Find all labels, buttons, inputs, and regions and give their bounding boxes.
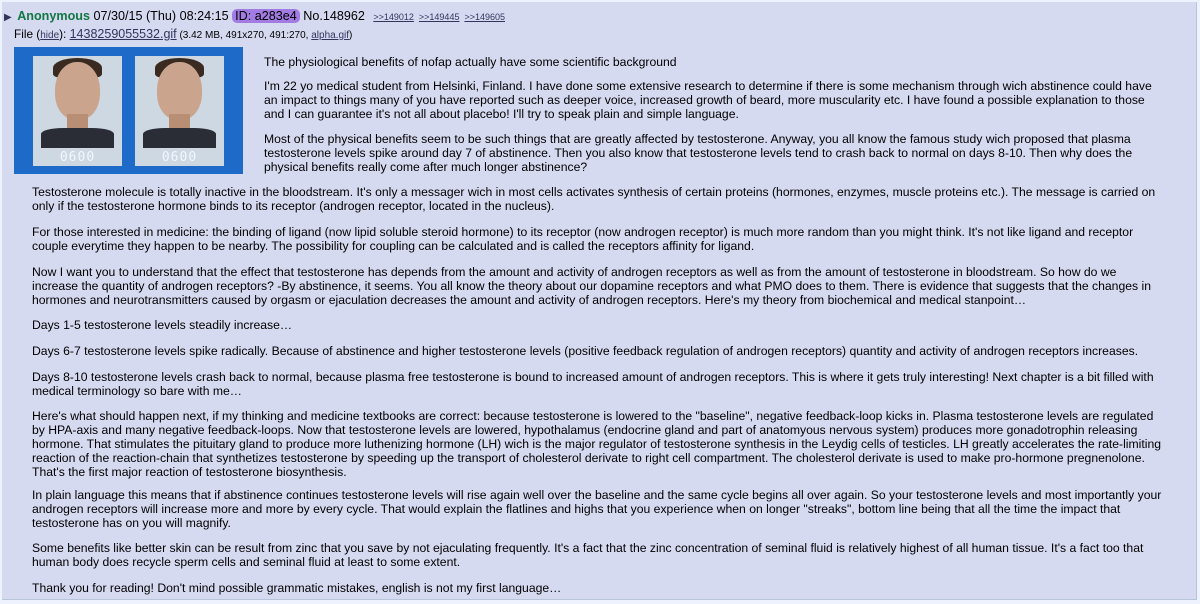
post-paragraph: Testosterone molecule is totally inactive in the bloodstream. It's only a messager wich in most cells activates synthesis of certain proteins (hormones, enzymes, muscle proteins etc.). The message is carried on only if the testosterone hormone binds to its receptor (androgen receptor, located in the nucleus).	[32, 185, 1156, 213]
post-menu-arrow-icon[interactable]: ▶	[4, 12, 12, 23]
poster-id-badge[interactable]: ID: a283e4	[232, 9, 300, 23]
hide-file-link[interactable]: hide	[40, 30, 60, 41]
post-paragraph: Days 8-10 testosterone levels crash back to normal, because plasma free testosterone is bound to increased amount of androgen receptors. This is where it gets truly interesting! Next chapter is a bit filled with medical terminology so bare with me…	[32, 370, 1154, 398]
poster-name: Anonymous	[17, 9, 90, 23]
post-paragraph: For those interested in medicine: the binding of ligand (now lipid soluble steroid hormone) to its receptor (now androgen receptor) is much more random than you might think. It's not like ligand and receptor couple everytime they happen to be nearby. The possibility for coupling can be calculated and is called the receptors affinity for ligand.	[32, 225, 1134, 253]
frame-label: 0600	[59, 150, 96, 165]
post-datetime: 07/30/15 (Thu) 08:24:15	[93, 9, 229, 23]
post-paragraph: Here's what should happen next, if my thinking and medicine textbooks are correct: because testosterone is lowered to the "baseline", negative feedback-loop kicks in. Plasma testosterone levels are regulated by HPA-axis and many negative feedback-loops. Now that testosterone levels are lowered, hypothalamus (endocrine gland and part of anatomyous nervous system) produces more gonadotrophin releasing hormone. That stimulates the pituitary gland to produce more luthenizing hormone (LH) wich is the major regulator of testosterone synthesis in the Leydig cells of testicles. LH greatly accelerates the rate-limiting reaction of the reaction-chain that synthetizes testosterone by speeding up the transport of cholesterol derivate to right cell compartment. The cholesterol derivate is used to make pro-hormone pregnenolone. That's the first major reaction of testosterone biosynthesis.	[32, 409, 1162, 479]
file-meta: (3.42 MB, 491x270, 491:270,	[176, 30, 312, 41]
post-paragraph: Now I want you to understand that the effect that testosterone has depends from the amount and activity of androgen receptors as well as from the amount of testosterone in bloodstream. So how do we increase the quantity of androgen receptors? -By abstinence, it seems. You all know the theory about our dopamine receptors and what PMO does to them. There is evidence that suggests that the changes in hormones and neurotransmitters caused by orgasm or ejaculation decreases the amount and activity of androgen receptors. Here's my theory from biochemical and medical stanpoint…	[32, 265, 1151, 307]
shirt-shape	[41, 128, 114, 148]
face-frame-right	[135, 56, 224, 166]
post-title-line: The physiological benefits of nofap actually have some scientific background	[264, 55, 677, 69]
file-prefix-close: ):	[59, 27, 70, 41]
backlink[interactable]: >>149445	[418, 12, 460, 22]
post-paragraph: Days 1-5 testosterone levels steadily increase…	[32, 318, 293, 332]
post-paragraph: Days 6-7 testosterone levels spike radically. Because of abstinence and higher testosterone levels (positive feedback regulation of androgen receptors) quantity and activity of androgen receptors increases.	[32, 344, 1139, 358]
file-name-link[interactable]: 1438259055532.gif	[69, 27, 177, 41]
post-info	[4, 8, 505, 26]
face-frame-left	[33, 56, 122, 166]
post-number[interactable]: No.148962	[303, 9, 365, 23]
post-paragraph: Thank you for reading! Don't mind possible grammatic mistakes, english is not my first language…	[32, 581, 562, 595]
alpha-link[interactable]: alpha.gif	[311, 30, 350, 41]
post-paragraph: In plain language this means that if abstinence continues testosterone levels will rise again well over the baseline and the same cycle begins all over again. So your testosterone levels and most importantly your androgen receptors will increase more and more by every cycle. That would explain the flatlines and highs that you experience when on longer "streaks", bottom line being that all the time the impact that testosterone has on you will magnify.	[32, 488, 1162, 530]
backlink[interactable]: >>149605	[464, 12, 505, 22]
post-container	[2, 2, 1197, 600]
file-info	[14, 27, 352, 41]
post-paragraph: I'm 22 yo medical student from Helsinki, Finland. I have done some extensive research to determine if there is some mechanism through wich abstinence could have an impact to things many of you have reported such as deeper voice, increased growth of beard, more muscularity etc. I have found a possible explanation to those and I can guarantee it's not all about placebo! I'll try to speak plain and simple language.	[264, 79, 1152, 121]
post-paragraph: Most of the physical benefits seem to be such things that are greatly affected by testosterone. Anyway, you all know the famous study wich proposed that plasma testosterone levels spike around day 7 of abstinence. Then you also know that testosterone levels tend to crash back to normal on days 8-10. Then why does the physical benefits really come after much longer abstinence?	[264, 132, 1133, 174]
post-paragraph: Some benefits like better skin can be result from zinc that you save by not ejaculating frequently. It's a fact that the zinc concentration of seminal fluid is relatively highest of all human tissue. It's a fact too that human body does recycle sperm cells and seminal fluid at least to some extent.	[32, 541, 1144, 569]
shirt-shape	[143, 128, 216, 148]
face-shape	[157, 62, 202, 120]
thumbnail-image[interactable]	[14, 47, 243, 174]
face-shape	[55, 62, 100, 120]
frame-label: 0600	[161, 150, 198, 165]
backlink[interactable]: >>149012	[373, 12, 414, 22]
file-prefix: File (	[14, 27, 41, 41]
file-meta-end: )	[349, 30, 353, 41]
